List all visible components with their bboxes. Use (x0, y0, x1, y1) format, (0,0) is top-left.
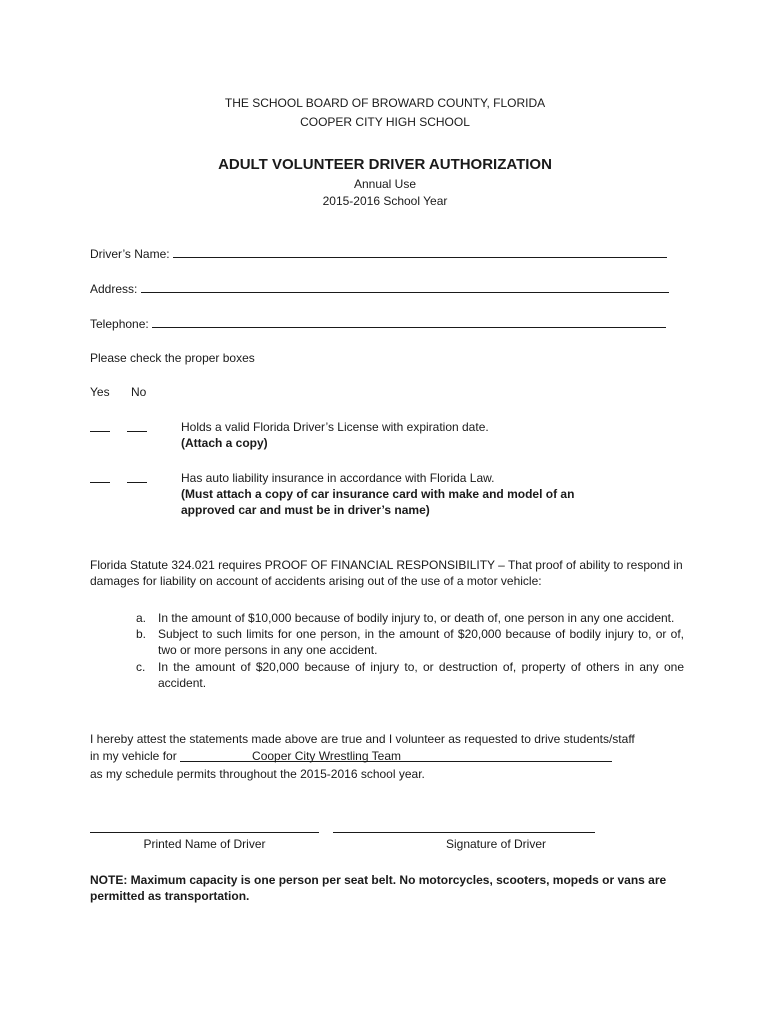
driver-name-label: Driver’s Name: (90, 247, 170, 261)
insurance-item (181, 470, 591, 519)
list-item (136, 626, 684, 658)
form-subtitle-annual: Annual Use (353, 177, 417, 191)
license-yes-checkbox[interactable] (90, 420, 110, 436)
driver-name-field[interactable] (173, 245, 667, 258)
form-subtitle-year: 2015-2016 School Year (322, 194, 448, 208)
attest-line-3: as my schedule permits throughout the 2015-2016 school year. (90, 767, 425, 781)
list-item-label: c. (136, 659, 146, 674)
signature-field[interactable] (333, 832, 595, 833)
transport-note: NOTE: Maximum capacity is one person per seat belt. No motorcycles, scooters, mopeds or vans are permitted as transportation. (90, 873, 667, 904)
yes-column-label: Yes (90, 385, 110, 399)
check-instruction: Please check the proper boxes (90, 351, 255, 365)
license-no-checkbox[interactable] (127, 420, 147, 436)
form-title: ADULT VOLUNTEER DRIVER AUTHORIZATION (218, 156, 552, 173)
address-label: Address: (90, 282, 138, 296)
license-item (181, 419, 601, 451)
insurance-yes-checkbox[interactable] (90, 471, 110, 487)
telephone-label: Telephone: (90, 317, 149, 331)
team-field[interactable] (180, 748, 612, 762)
school-board-heading: THE SCHOOL BOARD OF BROWARD COUNTY, FLORIDA (224, 96, 546, 110)
insurance-item-note: (Must attach a copy of car insurance card with make and model of an approved car and must be in driver’s name) (181, 487, 575, 518)
list-item (136, 610, 684, 626)
school-name-heading: COOPER CITY HIGH SCHOOL (300, 115, 470, 129)
insurance-no-checkbox[interactable] (127, 471, 147, 487)
printed-name-field[interactable] (90, 832, 319, 833)
list-item-label: b. (136, 627, 147, 642)
telephone-field[interactable] (152, 315, 666, 328)
address-field[interactable] (141, 280, 669, 293)
no-column-label: No (131, 385, 147, 399)
list-item-text: In the amount of $20,000 because of injury to, or destruction of, property of others in any one accident. (158, 659, 684, 690)
attest-line-2 (90, 748, 612, 764)
statute-intro: Florida Statute 324.021 requires PROOF OF FINANCIAL RESPONSIBILITY – That proof of ability to respond in damages for liability on account of accidents arising out of the use of a motor vehicle: (90, 558, 683, 589)
license-item-note: (Attach a copy) (181, 436, 268, 451)
license-item-text: Holds a valid Florida Driver’s License with expiration date. (181, 420, 489, 434)
list-item-label: a. (136, 611, 147, 625)
telephone-row (90, 315, 666, 332)
insurance-item-text: Has auto liability insurance in accordance with Florida Law. (181, 471, 495, 485)
driver-name-row (90, 245, 667, 262)
attest-line-2-prefix: in my vehicle for (90, 749, 177, 763)
list-item (136, 659, 684, 691)
statute-list (136, 610, 684, 691)
list-item-text: Subject to such limits for one person, in the amount of $20,000 because of bodily injury to, or of, two or more persons in any one accident. (158, 627, 684, 658)
list-item-text: In the amount of $10,000 because of bodily injury to, or death of, one person in any one accident. (158, 611, 675, 625)
printed-name-label: Printed Name of Driver (143, 837, 266, 851)
address-row (90, 280, 669, 297)
team-field-value: Cooper City Wrestling Team (252, 749, 401, 763)
attest-line-1: I hereby attest the statements made above are true and I volunteer as requested to drive students/staff (90, 732, 635, 746)
signature-label: Signature of Driver (445, 837, 547, 851)
